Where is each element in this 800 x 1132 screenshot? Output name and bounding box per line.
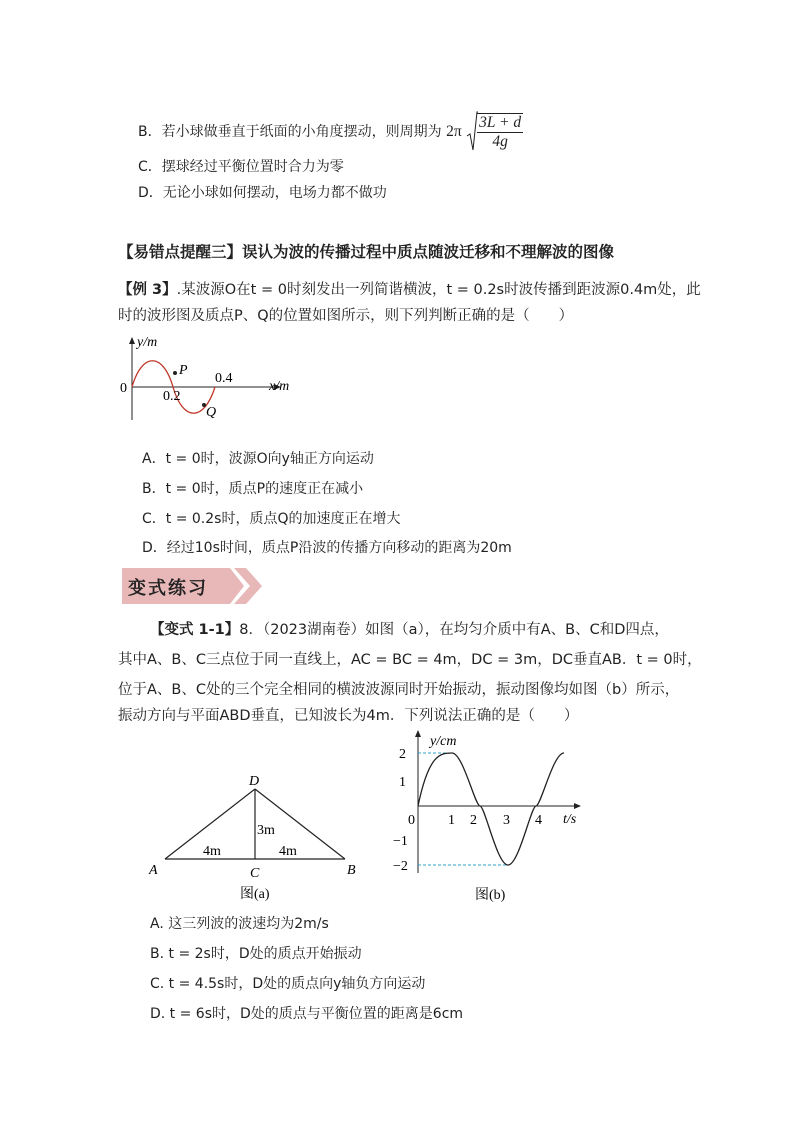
- sine-curve: [418, 753, 564, 865]
- label-cb-length: 4m: [279, 844, 297, 859]
- var-option-a: A. 这三列波的波速均为2m/s: [150, 916, 329, 932]
- label-c: C: [250, 866, 260, 881]
- label-ac-length: 4m: [203, 844, 221, 859]
- label-a: A: [149, 863, 158, 878]
- tick-t-3: 3: [503, 813, 510, 828]
- figure-b-caption: 图(b): [475, 888, 506, 903]
- variant-practice-banner: [122, 568, 270, 604]
- wave-figure: [115, 332, 290, 424]
- triangle-figure: [145, 770, 365, 905]
- ex3-option-a: A．t = 0时，波源O向y轴正方向运动: [142, 451, 374, 467]
- t-axis-label: t/s: [563, 812, 577, 827]
- option-d: D．无论小球如何摆动，电场力都不做功: [138, 185, 387, 201]
- vibration-graph: [375, 725, 590, 905]
- banner-text: 变式练习: [128, 578, 208, 599]
- variant-stem-line3: 位于A、B、C处的三个完全相同的横波波源同时开始振动，振动图像均如图（b）所示，: [118, 682, 680, 698]
- label-p: P: [179, 363, 188, 378]
- variant-stem-line1: 【变式 1-1】8．（2023湖南卷）如图（a），在均匀介质中有A、B、C和D四点，: [150, 622, 669, 638]
- var-option-d: D. t = 6s时，D处的质点与平衡位置的距离是6cm: [150, 1006, 464, 1022]
- tick-y-1: 1: [399, 775, 406, 790]
- label-b: B: [347, 863, 356, 878]
- figure-a-caption: 图(a): [240, 887, 270, 902]
- tick-t-4: 4: [535, 813, 542, 828]
- label-q: Q: [206, 405, 217, 420]
- ex3-option-c: C．t = 0.2s时，质点Q的加速度正在增大: [142, 511, 401, 527]
- example3-stem-line2: 时的波形图及质点P、Q的位置如图所示，则下列判断正确的是（ ）: [118, 308, 574, 324]
- y-axis-label: y/m: [137, 335, 158, 350]
- example3-stem-line1: 【例 3】.某波源O在t = 0时刻发出一列简谐横波，t = 0.2s时波传播到距波源0.4m处，此: [118, 282, 701, 298]
- tick-label-0.4: 0.4: [215, 371, 233, 386]
- x-axis-label: x/m: [269, 379, 290, 394]
- option-c: C．摆球经过平衡位置时合力为零: [138, 159, 344, 175]
- tip-heading: 【易错点提醒三】误认为波的传播过程中质点随波迁移和不理解波的图像: [118, 243, 615, 261]
- ex3-option-d: D．经过10s时间，质点P沿波的传播方向移动的距离为20m: [142, 540, 512, 556]
- label-d: D: [249, 774, 260, 789]
- origin-label: 0: [408, 813, 415, 828]
- tick-label-0.2: 0.2: [163, 389, 181, 404]
- tick-t-1: 1: [448, 813, 455, 828]
- sqrt-formula: $\frac{3L + d}{4g}$: [466, 110, 523, 154]
- origin-label: 0: [120, 381, 127, 396]
- tick-y-2: 2: [399, 747, 406, 762]
- tick-t-2: 2: [470, 813, 477, 828]
- var-option-c: C. t = 4.5s时，D处的质点向y轴负方向运动: [150, 976, 426, 992]
- point-p: [173, 371, 177, 375]
- ex3-option-b: B．t = 0时，质点P的速度正在减小: [142, 481, 364, 497]
- formula-coef: 2π: [446, 123, 462, 140]
- y-axis-label: y/cm: [430, 734, 457, 749]
- var-option-b: B. t = 2s时，D处的质点开始振动: [150, 946, 362, 962]
- option-b: B．若小球做垂直于纸面的小角度摆动，则周期为 2π $\frac{3L + d}{4g}$: [138, 110, 523, 154]
- label-dc-length: 3m: [257, 823, 275, 838]
- tick-y-minus2: −2: [393, 859, 408, 874]
- variant-stem-line2: 其中A、B、C三点位于同一直线上，AC = BC = 4m，DC = 3m，DC垂直AB．t = 0时，: [118, 652, 702, 668]
- tick-y-minus1: −1: [393, 834, 408, 849]
- variant-stem-line4: 振动方向与平面ABD垂直，已知波长为4m．下列说法正确的是（ ）: [118, 708, 579, 724]
